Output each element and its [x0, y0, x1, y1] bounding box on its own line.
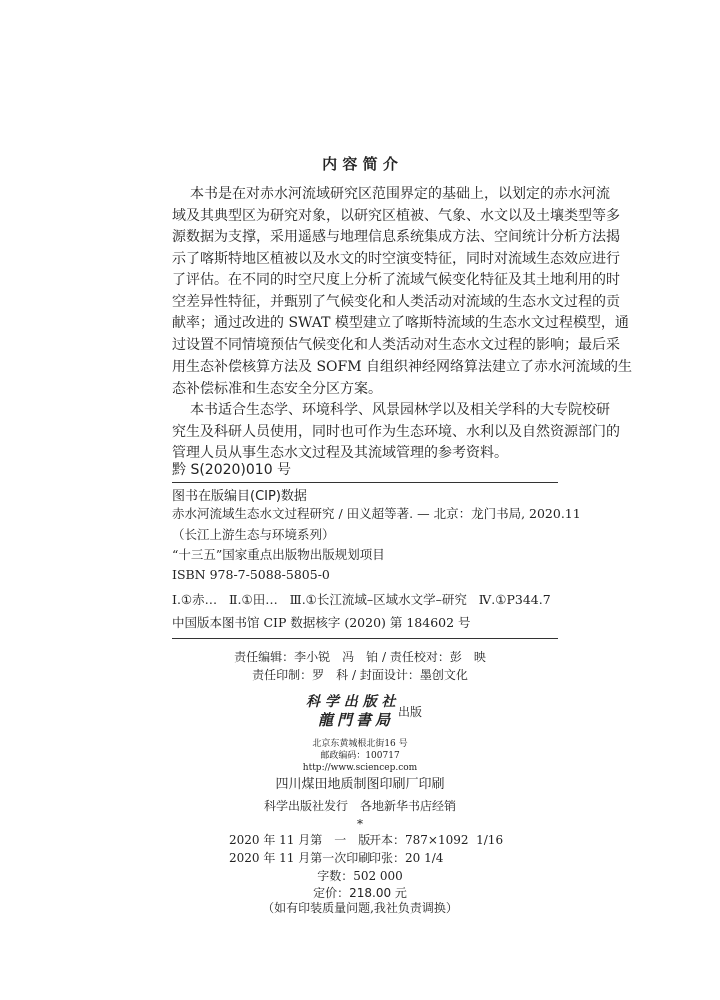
address: 北京东黄城根北街16 号 — [312, 739, 408, 749]
permit-number: 黔 S(2020)010 号 — [172, 462, 292, 478]
printer: 四川煤田地质制图印刷厂印刷 — [275, 777, 445, 792]
divider — [172, 638, 558, 639]
intro-line: 了评估。在不同的时空尺度上分析了流域气候变化特征及其土地利用的时 — [172, 272, 620, 288]
cip-line: 赤水河流域生态水文过程研究 / 田义超等著. — 北京：龙门书局, 2020.11 — [172, 506, 581, 521]
format: 开本：787×1092 1/16 — [369, 833, 504, 847]
price: 定价：218.00 元 — [313, 886, 407, 900]
intro-line: 源数据为支撑，采用遥感与地理信息系统集成方法、空间统计分析方法揭 — [172, 229, 620, 245]
word-count: 字数：502 000 — [317, 869, 403, 883]
sheets: 印张：20 1/4 — [369, 851, 444, 865]
page-title: 内 容 简 介 — [322, 155, 398, 173]
separator-star: * — [357, 817, 363, 831]
intro-line: 本书是在对赤水河流域研究区范围界定的基础上，以划定的赤水河流 — [190, 186, 610, 202]
intro-line: 用生态补偿核算方法及 SOFM 自组织神经网络算法建立了赤水河流域的生 — [172, 359, 633, 375]
notice: （如有印装质量问题,我社负责调换） — [262, 901, 458, 915]
edition: 2020 年 11 月第 一 版 — [229, 833, 371, 847]
intro-line: 究生及科研人员使用，同时也可作为生态环境、水利以及自然资源部门的 — [172, 424, 620, 440]
intro-line: 域及其典型区为研究对象，以研究区植被、气象、水文以及土壤类型等多 — [172, 208, 620, 224]
credits-line: 责任编辑：李小锐 冯 铂 / 责任校对：彭 映 — [234, 650, 486, 664]
publish-suffix: 出版 — [398, 705, 423, 719]
cip-classification: Ⅰ.①赤… Ⅱ.①田… Ⅲ.①长江流域–区域水文学–研究 Ⅳ.①P344.7 — [172, 592, 551, 607]
intro-line: 态补偿标准和生态安全分区方案。 — [172, 381, 382, 397]
website: http://www.sciencep.com — [302, 763, 418, 773]
intro-line: 本书适合生态学、环境科学、风景园林学以及相关学科的大专院校研 — [190, 402, 610, 418]
intro-line: 示了喀斯特地区植被以及水文的时空演变特征，同时对流域生态效应进行 — [172, 251, 620, 267]
intro-line: 献率；通过改进的 SWAT 模型建立了喀斯特流域的生态水文过程模型，通 — [172, 315, 629, 331]
cip-record: 中国版本图书馆 CIP 数据核字 (2020) 第 184602 号 — [172, 615, 471, 630]
cip-line: ISBN 978-7-5088-5805-0 — [172, 567, 330, 582]
divider — [172, 482, 558, 483]
cip-line: （长江上游生态与环境系列） — [172, 527, 335, 542]
credits-line: 责任印制：罗 科 / 封面设计：墨创文化 — [252, 668, 468, 682]
cip-heading: 图书在版编目(CIP)数据 — [172, 489, 307, 504]
longmen-logo: 龍門書局 — [318, 711, 395, 729]
postcode: 邮政编码：100717 — [320, 751, 400, 761]
intro-line: 管理人员从事生态水文过程及其流域管理的参考资料。 — [172, 445, 508, 461]
print-run: 2020 年 11 月第一次印刷 — [229, 851, 371, 865]
cip-line: “十三五”国家重点出版物出版规划项目 — [172, 547, 385, 562]
distribution: 科学出版社发行 各地新华书店经销 — [263, 799, 456, 813]
science-press-logo: 科 学 出 版 社 — [306, 694, 396, 710]
intro-line: 空差异性特征，并甄别了气候变化和人类活动对流域的生态水文过程的贡 — [172, 294, 620, 310]
intro-line: 过设置不同情境预估气候变化和人类活动对生态水文过程的影响；最后采 — [172, 337, 620, 353]
